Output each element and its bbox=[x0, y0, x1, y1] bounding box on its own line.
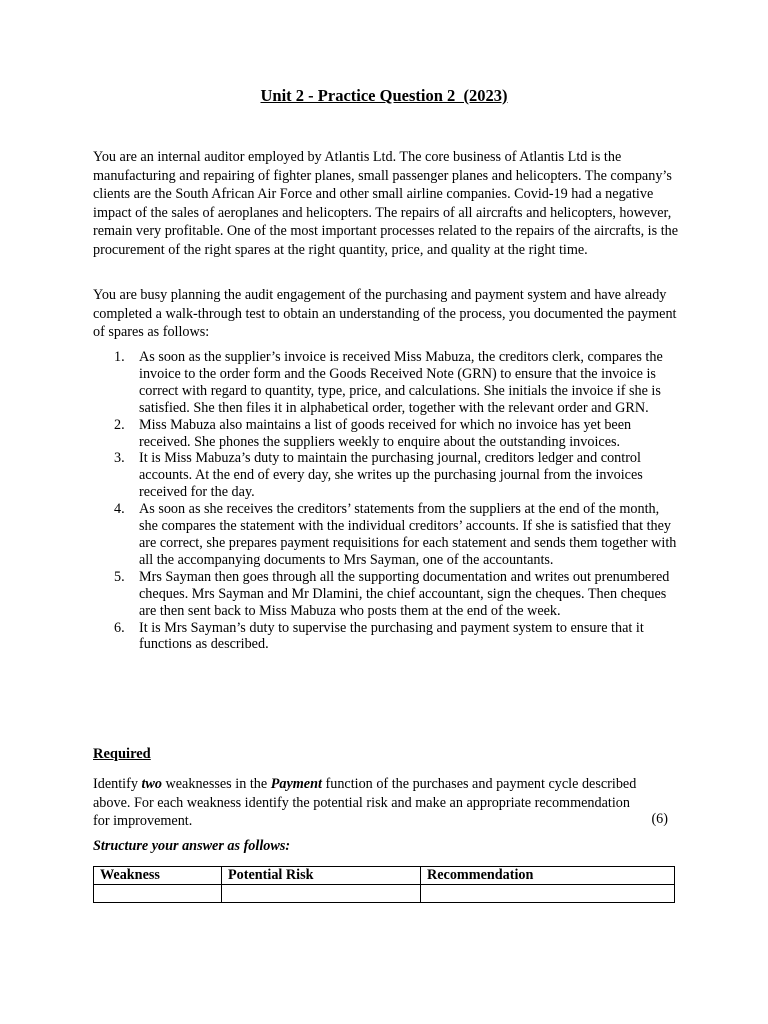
list-number: 3. bbox=[114, 450, 125, 467]
list-number: 4. bbox=[114, 501, 125, 518]
structure-instruction: Structure your answer as follows: bbox=[93, 838, 291, 854]
list-item bbox=[93, 417, 679, 451]
list-item bbox=[93, 620, 679, 654]
table-row bbox=[94, 885, 675, 903]
list-number: 5. bbox=[114, 568, 125, 585]
question-text-part: function of the purchases and payment cycle described above. For each weakness identify the potential risk and make an appropriate recommendation for improvement. bbox=[93, 776, 637, 830]
marks-allocation: (6) bbox=[651, 811, 668, 827]
list-number: 1. bbox=[114, 349, 125, 365]
table-cell bbox=[222, 885, 421, 903]
table-header-recommendation: Recommendation bbox=[421, 867, 675, 885]
list-item bbox=[93, 450, 679, 501]
payment-process-list bbox=[93, 349, 679, 653]
table-cell bbox=[94, 885, 222, 903]
intro-paragraph: You are an internal auditor employed by Atlantis Ltd. The core business of Atlantis Ltd is the manufacturing and repairing of fighter planes, small passenger planes and helicopters. The company’s clients are the South African Air Force and other small airline companies. Covid-19 had a negative impact of the sales of aeroplanes and helicopters. The repairs of all aircrafts and helicopters, however, remain very profitable. One of the most important processes related to the repairs of the aircrafts, is the procurement of the right spares at the right quantity, price, and quality at the right time. bbox=[93, 149, 679, 258]
question-emphasis-two: two bbox=[141, 776, 162, 792]
list-text: It is Mrs Sayman’s duty to supervise the purchasing and payment system to ensure that it functions as described. bbox=[139, 619, 644, 653]
list-text: Mrs Sayman then goes through all the supporting documentation and writes out prenumbered cheques. Mrs Sayman and Mr Dlamini, the chief accountant, sign the cheques. Then cheques are then sent back to Miss Mabuza who posts them at the end of the week. bbox=[139, 568, 670, 619]
question-text-part: weaknesses in the bbox=[161, 776, 271, 792]
list-item bbox=[93, 349, 679, 417]
list-text: As soon as she receives the creditors’ statements from the suppliers at the end of the month, she compares the statement with the individual creditors’ accounts. If she is satisfied that they are correct, she prepares payment requisitions for each statement and sends them together with all the accompanying documents to Mrs Sayman, one of the accountants. bbox=[139, 501, 677, 568]
table-header-row bbox=[94, 867, 675, 885]
required-heading: Required bbox=[93, 746, 151, 762]
table-header-potential-risk: Potential Risk bbox=[222, 867, 421, 885]
list-number: 6. bbox=[114, 619, 125, 636]
answer-table bbox=[93, 866, 675, 903]
table-cell bbox=[421, 885, 675, 903]
list-item bbox=[93, 501, 679, 569]
question-text bbox=[93, 775, 649, 831]
planning-paragraph: You are busy planning the audit engagement of the purchasing and payment system and have already completed a walk-through test to obtain an understanding of the process, you documented the payment of spares as follows: bbox=[93, 287, 677, 341]
list-item bbox=[93, 569, 679, 620]
list-text: Miss Mabuza also maintains a list of goods received for which no invoice has yet been received. She phones the suppliers weekly to enquire about the outstanding invoices. bbox=[139, 416, 632, 450]
list-text: As soon as the supplier’s invoice is received Miss Mabuza, the creditors clerk, compares the invoice to the order form and the Goods Received Note (GRN) to ensure that the invoice is correct with regard to quantity, type, price, and calculations. She initials the invoice if she is satisfied. She then files it in alphabetical order, together with the relevant order and GRN. bbox=[139, 349, 663, 416]
table-header-weakness: Weakness bbox=[94, 867, 222, 885]
question-text-part: Identify bbox=[93, 776, 142, 792]
page-title: Unit 2 - Practice Question 2 (2023) bbox=[260, 86, 508, 105]
list-text: It is Miss Mabuza’s duty to maintain the purchasing journal, creditors ledger and control accounts. At the end of every day, she writes up the purchasing journal from the invoices received for the day. bbox=[139, 450, 643, 501]
list-number: 2. bbox=[114, 416, 125, 433]
question-emphasis-payment: Payment bbox=[270, 776, 322, 792]
